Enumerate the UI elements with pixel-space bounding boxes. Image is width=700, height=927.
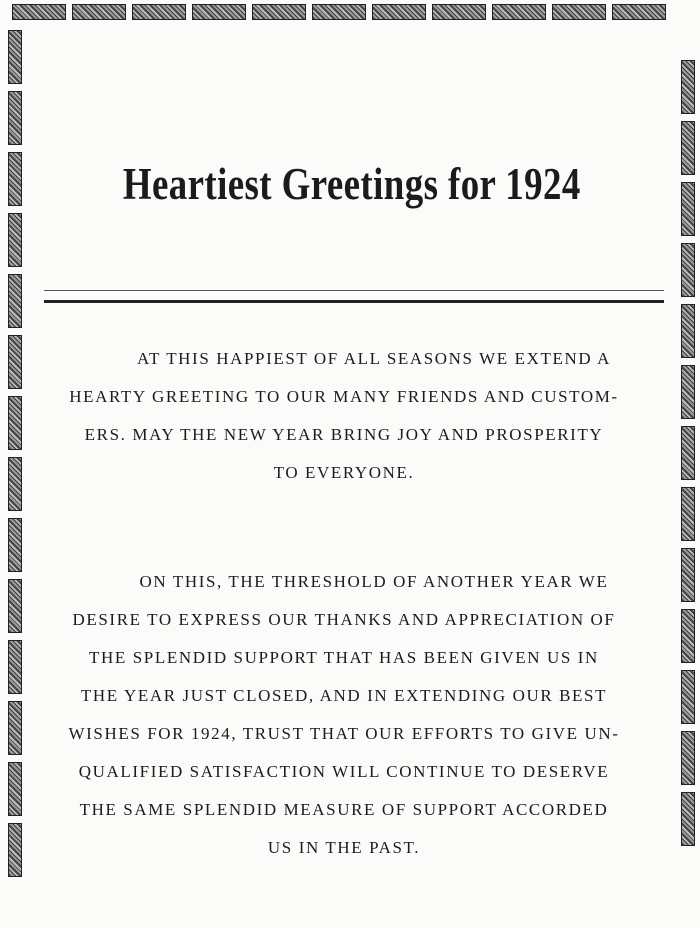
paragraph-line: DESIRE TO EXPRESS OUR THANKS AND APPRECIATION OF	[72, 610, 616, 629]
border-ornament	[8, 762, 22, 816]
border-ornament	[372, 4, 426, 20]
border-ornament	[681, 792, 695, 846]
border-ornament	[681, 548, 695, 602]
border-ornament	[72, 4, 126, 20]
paragraph-line: HEARTY GREETING TO OUR MANY FRIENDS AND CUSTOM-	[69, 387, 619, 406]
border-ornament	[312, 4, 366, 20]
border-ornament	[8, 274, 22, 328]
divider-thin	[44, 290, 664, 291]
border-ornament	[681, 182, 695, 236]
border-ornament	[132, 4, 186, 20]
border-ornament	[681, 670, 695, 724]
paragraph-line: THE YEAR JUST CLOSED, AND IN EXTENDING OUR BEST	[80, 686, 608, 705]
paragraph-line: ON THIS, THE THRESHOLD OF ANOTHER YEAR WE	[139, 572, 609, 591]
paragraph-line: US IN THE PAST.	[267, 838, 421, 857]
border-ornament	[8, 579, 22, 633]
divider-thick	[44, 300, 664, 303]
paragraph-line: THE SPLENDID SUPPORT THAT HAS BEEN GIVEN US IN	[89, 648, 599, 667]
paragraph-line: AT THIS HAPPIEST OF ALL SEASONS WE EXTEND A	[136, 349, 611, 368]
border-ornament	[8, 152, 22, 206]
border-ornament	[681, 121, 695, 175]
border-ornament	[8, 335, 22, 389]
border-ornament	[12, 4, 66, 20]
page-title: Heartiest Greetings for 1924	[122, 159, 581, 209]
border-ornament	[681, 243, 695, 297]
border-ornament	[8, 823, 22, 877]
border-ornament	[681, 426, 695, 480]
paragraph-line: ERS. MAY THE NEW YEAR BRING JOY AND PROSPERITY	[84, 425, 604, 444]
paragraph-line: WISHES FOR 1924, TRUST THAT OUR EFFORTS TO GIVE UN-	[68, 724, 620, 743]
border-ornament	[8, 518, 22, 572]
border-ornament	[612, 4, 666, 20]
border-ornament	[8, 457, 22, 511]
decorative-border-left	[8, 30, 22, 897]
border-ornament	[8, 30, 22, 84]
decorative-border-top	[0, 0, 700, 24]
border-ornament	[8, 396, 22, 450]
paragraph-line: TO EVERYONE.	[273, 463, 415, 482]
border-ornament	[681, 304, 695, 358]
decorative-border-right	[681, 60, 695, 927]
border-ornament	[192, 4, 246, 20]
border-ornament	[8, 213, 22, 267]
border-ornament	[681, 60, 695, 114]
border-ornament	[8, 701, 22, 755]
border-ornament	[681, 609, 695, 663]
paragraph-line: QUALIFIED SATISFACTION WILL CONTINUE TO DESERVE	[78, 762, 610, 781]
thanks-paragraph	[44, 563, 644, 867]
border-ornament	[252, 4, 306, 20]
greeting-paragraph	[44, 340, 644, 492]
paragraph-line: THE SAME SPLENDID MEASURE OF SUPPORT ACCORDED	[79, 800, 609, 819]
border-ornament	[681, 487, 695, 541]
border-ornament	[681, 365, 695, 419]
border-ornament	[8, 91, 22, 145]
border-ornament	[8, 640, 22, 694]
border-ornament	[492, 4, 546, 20]
border-ornament	[552, 4, 606, 20]
border-ornament	[432, 4, 486, 20]
border-ornament	[681, 731, 695, 785]
